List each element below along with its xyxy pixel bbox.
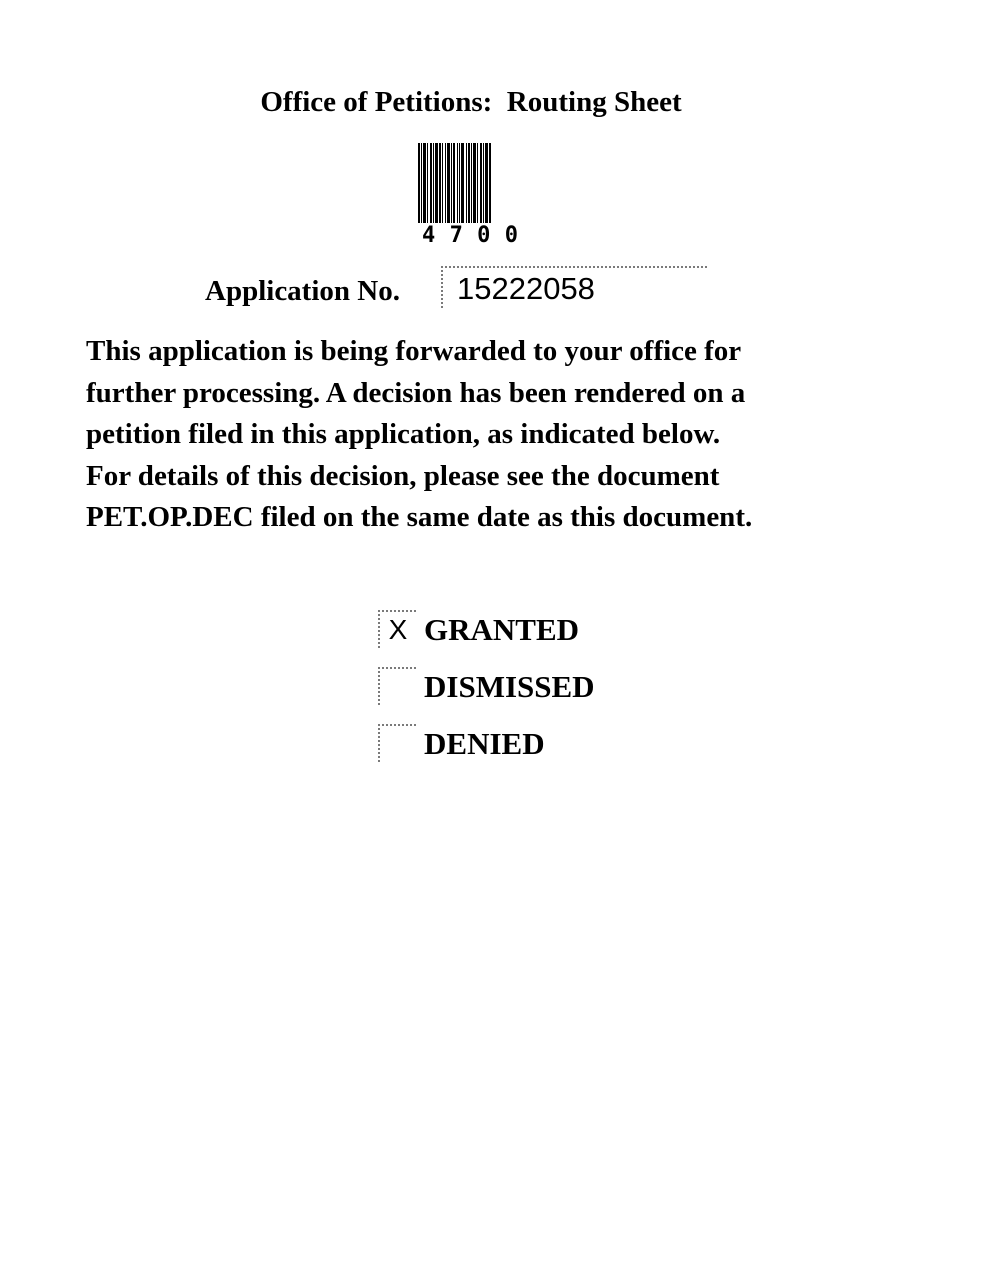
- granted-checkbox: X: [378, 610, 416, 648]
- body-line: This application is being forwarded to your office for: [86, 335, 742, 367]
- barcode: [418, 143, 524, 248]
- barcode-bar: [447, 143, 450, 223]
- barcode-digits: [422, 224, 518, 248]
- dismissed-checkbox: [378, 667, 416, 705]
- barcode-bar: [423, 143, 426, 223]
- barcode-bar: [485, 143, 488, 223]
- barcode-bar: [483, 143, 484, 223]
- application-number-field: [441, 266, 707, 308]
- barcode-bar: [480, 143, 482, 223]
- barcode-bar: [473, 143, 476, 223]
- page-title: Office of Petitions: Routing Sheet: [260, 86, 682, 118]
- barcode-bar: [439, 143, 441, 223]
- barcode-bar: [435, 143, 438, 223]
- application-number-label: Application No.: [205, 275, 400, 307]
- barcode-bar: [468, 143, 470, 223]
- body-line: For details of this decision, please see the document: [86, 459, 720, 492]
- barcode-bar: [433, 143, 434, 223]
- barcode-bar: [442, 143, 443, 223]
- barcode-digit: 4: [422, 223, 436, 248]
- barcode-bar: [477, 143, 478, 223]
- barcode-bars: [418, 143, 524, 223]
- barcode-bar: [427, 143, 428, 223]
- barcode-digit: 7: [449, 223, 463, 248]
- application-number-value: 15222058: [457, 271, 595, 306]
- body-line: further processing. A decision has been rendered on a: [86, 376, 746, 409]
- barcode-bar: [471, 143, 472, 223]
- barcode-bar: [457, 143, 458, 223]
- barcode-bar: [461, 143, 464, 223]
- barcode-bar: [445, 143, 446, 223]
- body-line: petition filed in this application, as indicated below.: [86, 418, 721, 450]
- dismissed-label: DISMISSED: [424, 669, 595, 704]
- barcode-bar: [466, 143, 467, 223]
- barcode-bar: [418, 143, 420, 223]
- denied-label: DENIED: [424, 726, 545, 761]
- denied-checkbox: [378, 724, 416, 762]
- body-paragraph: [86, 331, 946, 539]
- barcode-bar: [421, 143, 422, 223]
- barcode-bar: [459, 143, 460, 223]
- barcode-digit: 0: [504, 223, 518, 248]
- barcode-bar: [453, 143, 455, 223]
- barcode-bar: [489, 143, 491, 223]
- body-line: PET.OP.DEC filed on the same date as this document.: [86, 501, 753, 533]
- barcode-bar: [430, 143, 432, 223]
- barcode-digit: 0: [477, 223, 491, 248]
- barcode-bar: [451, 143, 452, 223]
- granted-label: GRANTED: [424, 612, 580, 647]
